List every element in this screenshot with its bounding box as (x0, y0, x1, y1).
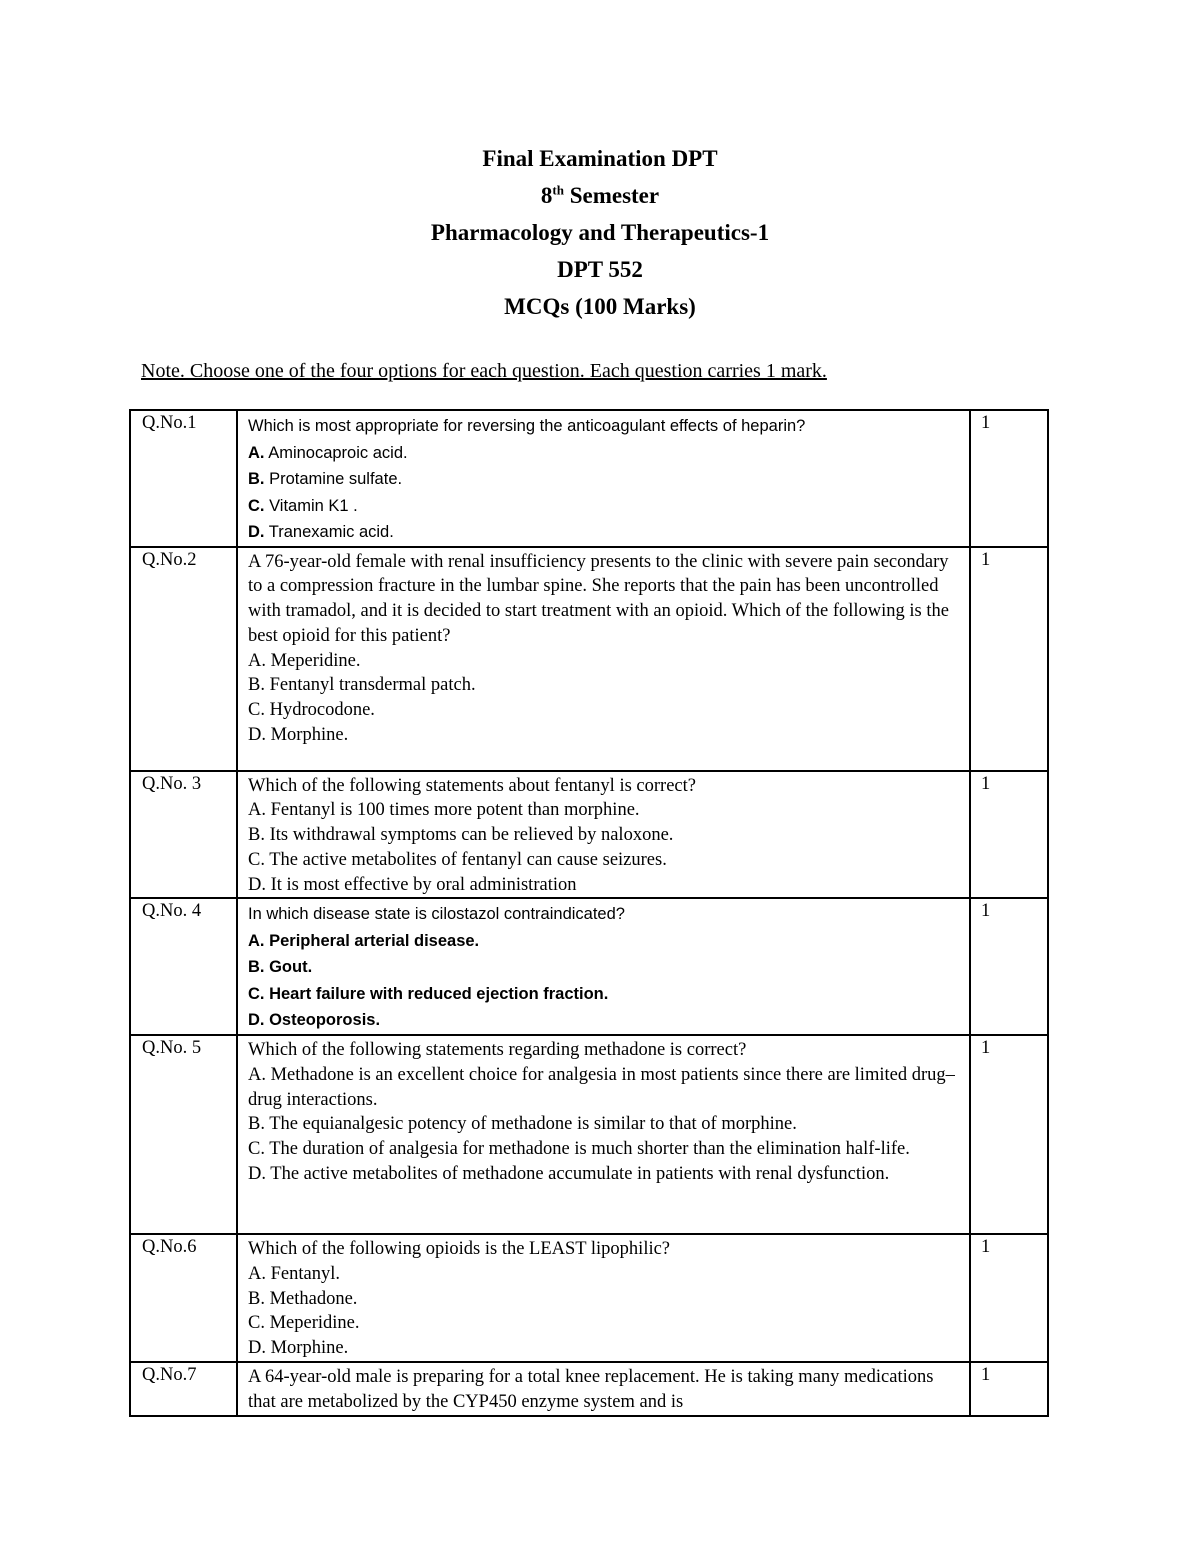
course-title: Pharmacology and Therapeutics-1 (430, 220, 770, 245)
question-number: Q.No.2 (130, 547, 237, 771)
option-c: C. Heart failure with reduced ejection fraction. (248, 984, 609, 1003)
question-row (130, 1035, 1048, 1234)
question-marks: 1 (970, 1234, 1048, 1362)
question-number: Q.No. 4 (130, 898, 237, 1035)
question-row (130, 898, 1048, 1035)
option-d: D. Morphine. (248, 725, 349, 746)
question-marks: 1 (970, 898, 1048, 1035)
option-a: A. Fentanyl. (248, 1263, 340, 1284)
exam-header (0, 140, 1200, 325)
option-c: C. The active metabolites of fentanyl can cause seizures. (248, 849, 667, 870)
option-b: B. Fentanyl transdermal patch. (248, 675, 476, 696)
option-b: B. Protamine sulfate. (248, 470, 403, 488)
option-d: D. Morphine. (248, 1338, 349, 1359)
option-c: C. Meperidine. (248, 1313, 360, 1334)
question-text: Which of the following opioids is the LEAST lipophilic? (248, 1238, 671, 1259)
question-marks: 1 (970, 547, 1048, 771)
question-marks: 1 (970, 1362, 1048, 1416)
exam-title: Final Examination DPT (482, 146, 718, 171)
question-number: Q.No. 5 (130, 1035, 237, 1234)
question-text: Which is most appropriate for reversing the anticoagulant effects of heparin? (248, 417, 806, 435)
semester-word: Semester (569, 183, 660, 208)
question-row (130, 771, 1048, 899)
question-text: Which of the following statements regarding methadone is correct? (248, 1039, 747, 1060)
question-body (237, 410, 970, 547)
option-a: A. Methadone is an excellent choice for analgesia in most patients since there are limited drug–drug interactions. (248, 1064, 955, 1110)
option-c: C. Vitamin K1 . (248, 496, 358, 515)
question-number: Q.No.7 (130, 1362, 237, 1416)
question-text: A 64-year-old male is preparing for a total knee replacement. He is taking many medications that are metabolized by the CYP450 enzyme system and is (248, 1366, 934, 1412)
option-d: D. Tranexamic acid. (248, 523, 394, 541)
semester-suffix: th (552, 182, 564, 198)
option-a: A. Aminocaproic acid. (248, 443, 408, 462)
semester-number: 8 (540, 183, 553, 208)
option-b: B. Methadone. (248, 1288, 358, 1309)
question-number: Q.No.6 (130, 1234, 237, 1362)
option-a: A. Fentanyl is 100 times more potent than morphine. (248, 800, 640, 821)
question-row (130, 1234, 1048, 1362)
question-row (130, 410, 1048, 547)
question-row (130, 1362, 1048, 1416)
question-text: A 76-year-old female with renal insufficiency presents to the clinic with severe pain secondary to a compression fracture in the lumbar spine. She reports that the pain has been uncontrolled with tramadol, and it is decided to start treatment with an opioid. Which of the following is the best opioid for this patient? (248, 551, 949, 646)
question-body (237, 1234, 970, 1362)
question-text: In which disease state is cilostazol contraindicated? (248, 905, 625, 924)
question-text: Which of the following statements about fentanyl is correct? (248, 775, 696, 796)
option-d: D. Osteoporosis. (248, 1011, 381, 1030)
option-a: A. Peripheral arterial disease. (248, 931, 480, 950)
option-c: C. Hydrocodone. (248, 700, 375, 721)
question-marks: 1 (970, 410, 1048, 547)
option-d: D. The active metabolites of methadone accumulate in patients with renal dysfunction. (248, 1163, 890, 1184)
option-d: D. It is most effective by oral administration (248, 874, 577, 895)
question-marks: 1 (970, 1035, 1048, 1234)
questions-table (129, 409, 1049, 1417)
question-body (237, 1362, 970, 1416)
option-a: A. Meperidine. (248, 650, 361, 671)
option-b: B. Its withdrawal symptoms can be relieved by naloxone. (248, 825, 674, 846)
semester-line (0, 177, 1200, 214)
question-body (237, 547, 970, 771)
question-body (237, 898, 970, 1035)
question-body (237, 1035, 970, 1234)
question-row (130, 547, 1048, 771)
question-number: Q.No. 3 (130, 771, 237, 899)
question-marks: 1 (970, 771, 1048, 899)
instructions-note: Note. Choose one of the four options for each question. Each question carries 1 mark. (141, 360, 827, 382)
section-title: MCQs (100 Marks) (504, 294, 696, 319)
course-code: DPT 552 (557, 257, 643, 282)
option-c: C. The duration of analgesia for methadone is much shorter than the elimination half-life. (248, 1139, 910, 1160)
option-b: B. Gout. (248, 958, 313, 977)
question-body (237, 771, 970, 899)
option-b: B. The equianalgesic potency of methadone is similar to that of morphine. (248, 1114, 797, 1135)
question-number: Q.No.1 (130, 410, 237, 547)
